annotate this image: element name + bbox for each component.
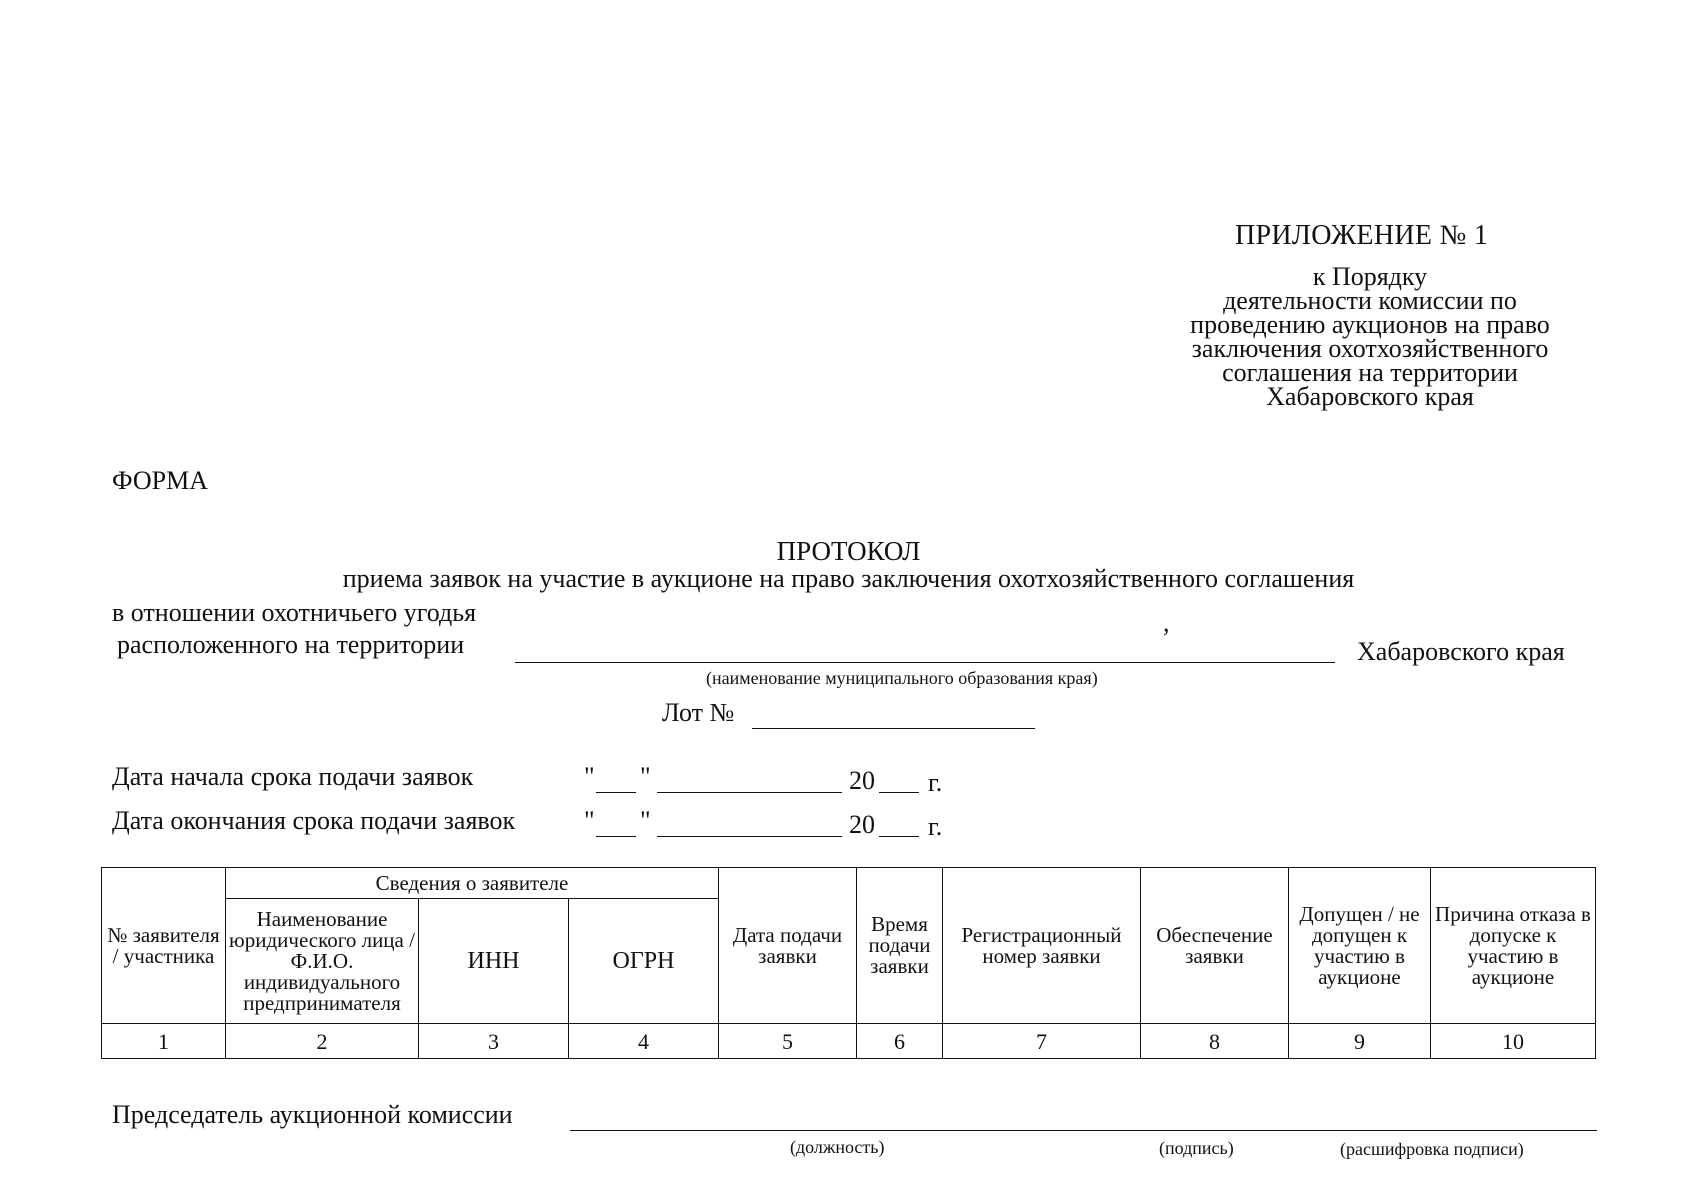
start-day-line[interactable] [596, 792, 636, 793]
appendix-line: заключения охотхозяйственного [1191, 334, 1549, 363]
appendix-line: к Порядку [1312, 262, 1428, 291]
column-header: ОГРН [569, 899, 719, 1024]
column-number: 3 [419, 1024, 569, 1059]
year-suffix: г. [928, 768, 943, 797]
lot-label: Лот № [662, 698, 735, 727]
end-day-line[interactable] [596, 836, 636, 837]
column-header: Дата подачи заявки [719, 868, 857, 1024]
column-number: 8 [1141, 1024, 1289, 1059]
column-number: 1 [102, 1024, 226, 1059]
quote-open: " [584, 806, 595, 835]
column-number: 5 [719, 1024, 857, 1059]
appendix-line: проведению аукционов на право [1190, 310, 1550, 339]
quote-close: " [640, 762, 651, 791]
lot-number-line[interactable] [752, 728, 1035, 729]
column-number: 4 [569, 1024, 719, 1059]
column-number: 9 [1289, 1024, 1431, 1059]
year-prefix: 20 [849, 810, 875, 839]
applicant-info-header: Сведения о заявителе [226, 868, 719, 899]
column-number: 10 [1431, 1024, 1596, 1059]
signature-decoding-caption: (расшифровка подписи) [1340, 1139, 1524, 1159]
hunting-ground-label: в отношении охотничьего угодья [112, 598, 477, 627]
column-number: 7 [943, 1024, 1141, 1059]
end-date-label: Дата окончания срока подачи заявок [112, 806, 516, 835]
column-header: Допущен / не допущен к участию в аукционе [1289, 868, 1431, 1024]
column-header: Регистрационный номер заявки [943, 868, 1141, 1024]
column-header: ИНН [419, 899, 569, 1024]
chairman-label: Председатель аукционной комиссии [112, 1100, 513, 1129]
column-header: Причина отказа в допуске к участию в аукционе [1431, 868, 1596, 1024]
applications-table [101, 867, 1596, 1059]
appendix-line: деятельности комиссии по [1223, 286, 1517, 315]
year-prefix: 20 [849, 766, 875, 795]
quote-open: " [584, 762, 595, 791]
located-label: расположенного на территории [117, 630, 465, 659]
form-label: ФОРМА [112, 466, 208, 495]
start-date-label: Дата начала срока подачи заявок [112, 762, 474, 791]
quote-close: " [640, 806, 651, 835]
appendix-line: Хабаровского края [1266, 382, 1474, 411]
appendix-title: ПРИЛОЖЕНИЕ № 1 [1235, 220, 1489, 251]
column-number: 2 [226, 1024, 419, 1059]
appendix-line: соглашения на территории [1222, 358, 1518, 387]
column-header: Наименование юридического лица / Ф.И.О. индивидуального предпринимателя [226, 899, 419, 1024]
column-header: Обеспечение заявки [1141, 868, 1289, 1024]
protocol-subtitle: приема заявок на участие в аукционе на право заключения охотхозяйственного соглашения [342, 564, 1355, 593]
municipality-caption: (наименование муниципального образования края) [706, 668, 1098, 688]
signature-caption: (подпись) [1159, 1138, 1234, 1158]
protocol-title: ПРОТОКОЛ [776, 536, 921, 566]
position-caption: (должность) [790, 1137, 885, 1157]
column-number: 6 [857, 1024, 943, 1059]
column-header: № заявителя / участника [102, 868, 226, 1024]
end-month-line[interactable] [657, 836, 842, 837]
table-row [102, 1024, 1596, 1059]
comma-mark: , [1163, 608, 1170, 637]
start-month-line[interactable] [657, 792, 842, 793]
signature-line[interactable] [570, 1130, 1597, 1131]
region-suffix: Хабаровского края [1357, 637, 1565, 666]
end-year-line[interactable] [879, 836, 919, 837]
municipality-field-line[interactable] [515, 662, 1335, 663]
start-year-line[interactable] [879, 792, 919, 793]
year-suffix: г. [928, 812, 943, 841]
column-header: Время подачи заявки [857, 868, 943, 1024]
